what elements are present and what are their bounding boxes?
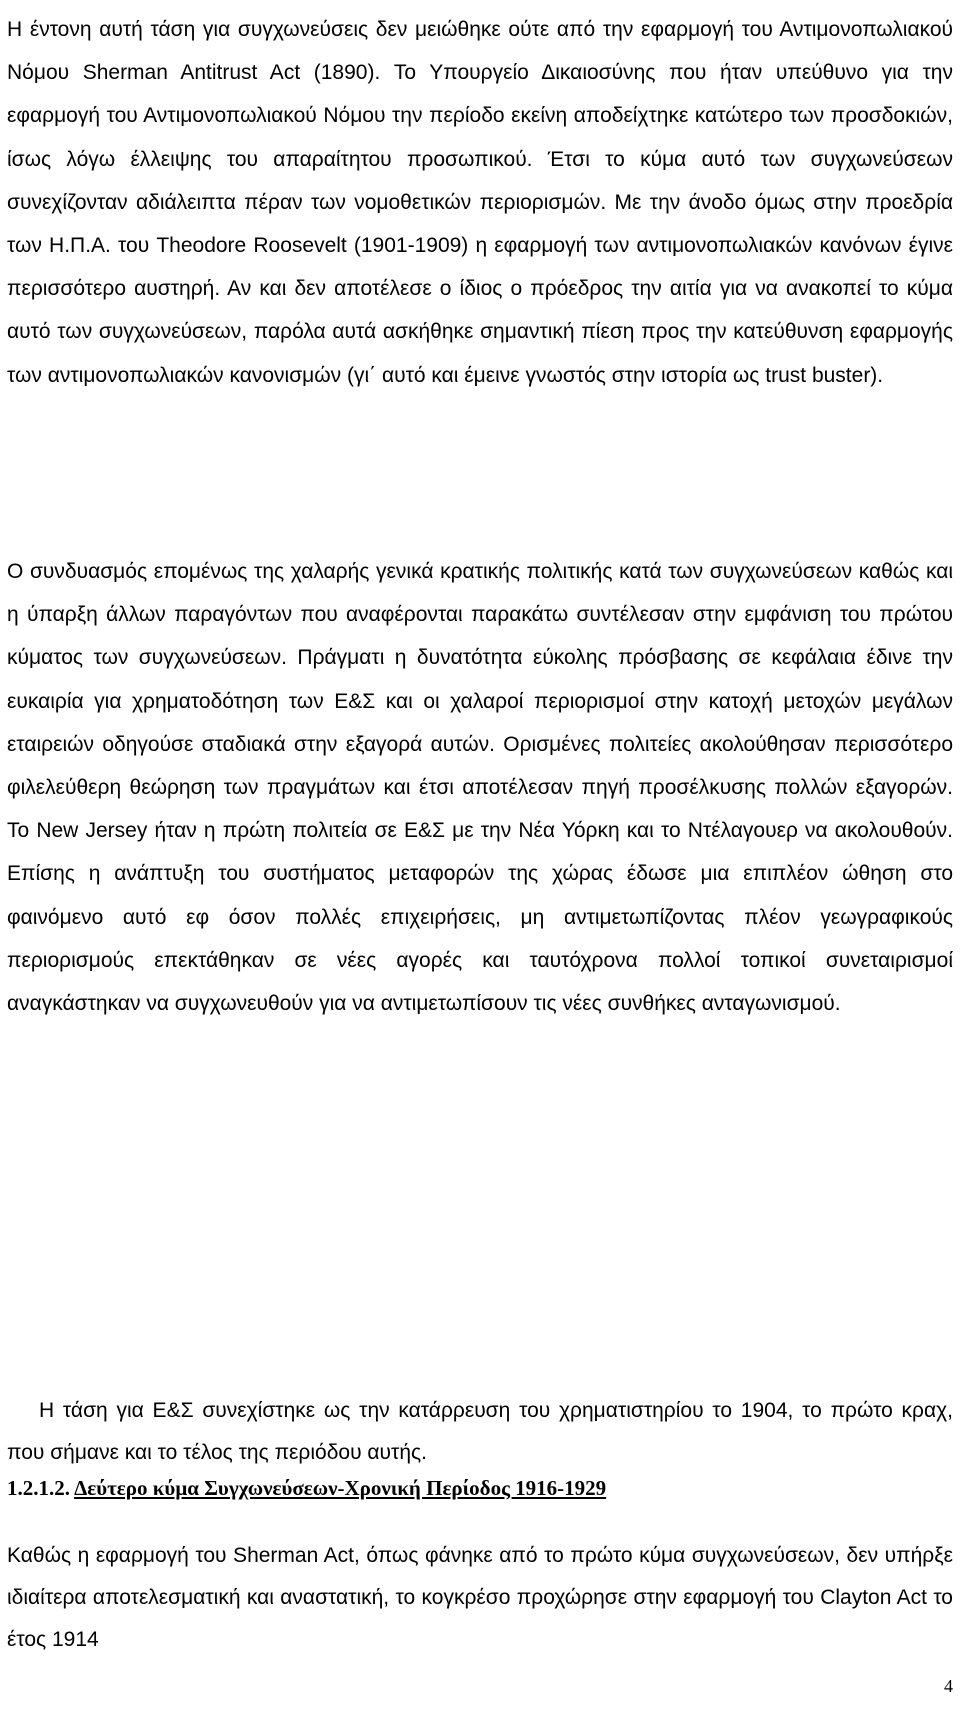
document-page (7, 0, 953, 1709)
section-title: Δεύτερο κύμα Συγχωνεύσεων-Χρονική Περίοδος 1916-1929 (74, 1476, 607, 1500)
paragraph-sherman-act: Η έντονη αυτή τάση για συγχωνεύσεις δεν μειώθηκε ούτε από την εφαρμογή του Αντιμονοπωλιακού Νόμου Sherman Antitrust Act (1890). Το Υπουργείο Δικαιοσύνης που ήταν υπεύθυνο για την εφαρμογή του Αντιμονοπωλιακού Νόμου την περίοδο εκείνη αποδείχτηκε κατώτερο των προσδοκιών, ίσως λόγω έλλειψης του απαραίτητου προσωπικού. Έτσι το κύμα αυτό των συγχωνεύσεων συνεχίζονταν αδιάλειπτα πέραν των νομοθετικών περιορισμών. Με την άνοδο όμως στην προεδρία των Η.Π.Α. του Theodore Roosevelt (1901-1909) η εφαρμογή των αντιμονοπωλιακών κανόνων έγινε περισσότερο αυστηρή. Αν και δεν αποτέλεσε ο ίδιος ο πρόεδρος την αιτία για να ανακοπεί το κύμα αυτό των συγχωνεύσεων, παρόλα αυτά ασκήθηκε σημαντική πίεση προς την κατεύθυνση εφαρμογής των αντιμονοπωλιακών κανονισμών (γι΄ αυτό και έμεινε γνωστός στην ιστορία ως trust buster). (7, 18, 953, 387)
page-number: 4 (944, 1676, 953, 1696)
section-number: 1.2.1.2. (7, 1476, 70, 1500)
paragraph-merger-factors: Ο συνδυασμός επομένως της χαλαρής γενικά κρατικής πολιτικής κατά των συγχωνεύσεων καθώς και η ύπαρξη άλλων παραγόντων που αναφέρονται παρακάτω συντέλεσαν στην εμφάνιση του πρώτου κύματος των συγχωνεύσεων. Πράγματι η δυνατότητα εύκολης πρόσβασης σε κεφάλαια έδινε την ευκαιρία για χρηματοδότηση των Ε&Σ και οι χαλαροί περιορισμοί στην κατοχή μετοχών μεγάλων εταιρειών οδηγούσε σταδιακά στην εξαγορά αυτών. Ορισμένες πολιτείες ακολούθησαν περισσότερο φιλελεύθερη θεώρηση των πραγμάτων και έτσι αποτέλεσαν πηγή προσέλκυσης πολλών εξαγορών. Το New Jersey ήταν η πρώτη πολιτεία σε Ε&Σ με την Νέα Υόρκη και το Ντέλαγουερ να ακολουθούν. Επίσης η ανάπτυξη του συστήματος μεταφορών της χώρας έδωσε μια επιπλέον ώθηση στο φαινόμενο αυτό εφ όσον πολλές επιχειρήσεις, μη αντιμετωπίζοντας πλέον γεωγραφικούς περιορισμούς επεκτάθηκαν σε νέες αγορές και ταυτόχρονα πολλοί τοπικοί συνεταιρισμοί αναγκάστηκαν να συγχωνευθούν για να αντιμετωπίσουν τις νέες συνθήκες ανταγωνισμού. (7, 560, 953, 1016)
paragraph-clayton-act: Καθώς η εφαρμογή του Sherman Act, όπως φάνηκε από το πρώτο κύμα συγχωνεύσεων, δεν υπήρξε ιδιαίτερα αποτελεσματική και αναστατική, το κογκρέσο προχώρησε στην εφαρμογή του Clayton Act το έτος 1914 (7, 1544, 953, 1651)
section-heading (7, 1476, 606, 1501)
paragraph-crash-1904: Η τάση για Ε&Σ συνεχίστηκε ως την κατάρρευση του χρηματιστηρίου το 1904, το πρώτο κραχ, που σήμανε και το τέλος της περιόδου αυτής. (7, 1399, 953, 1464)
